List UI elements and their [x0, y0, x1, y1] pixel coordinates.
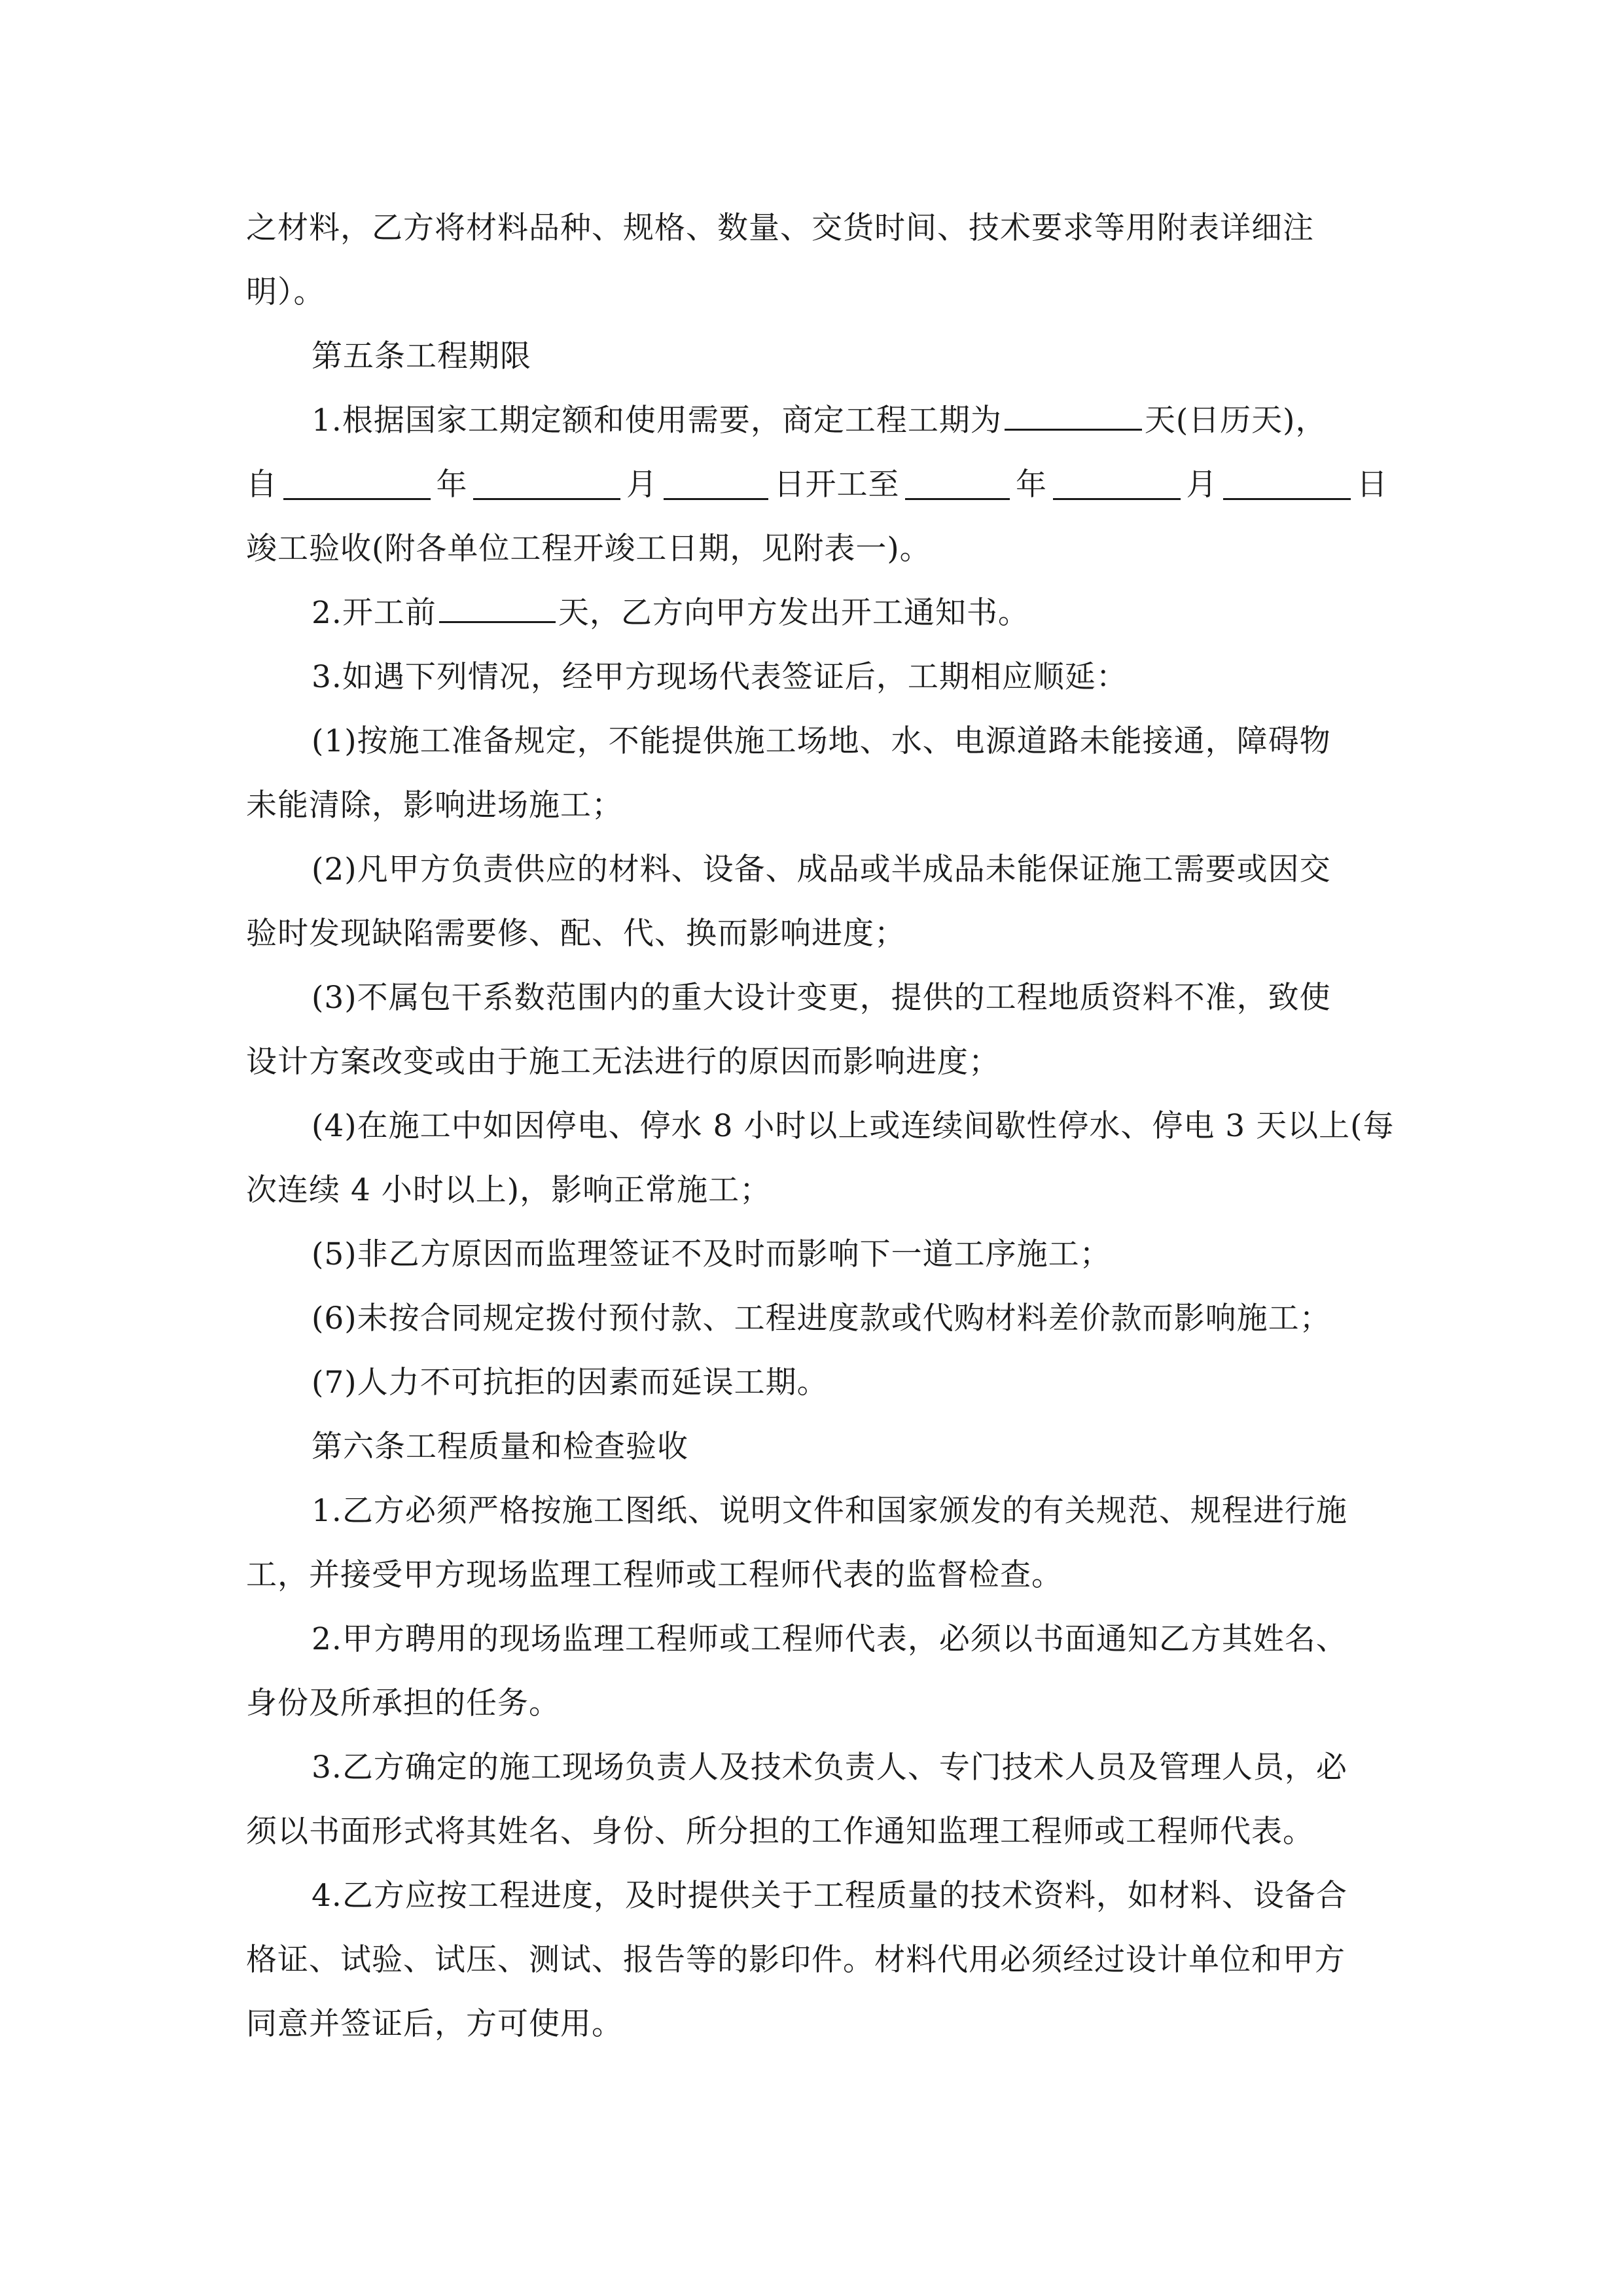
- paragraph-line: 之材料，乙方将材料品种、规格、数量、交货时间、技术要求等用附表详细注: [246, 210, 1314, 246]
- article-6-heading: 第六条工程质量和检查验收: [312, 1429, 688, 1465]
- date-text: 日开工至: [774, 467, 900, 503]
- paragraph-line: 须以书面形式将其姓名、身份、所分担的工作通知监理工程师或工程师代表。: [246, 1814, 1314, 1850]
- paragraph-line: (6)未按合同规定拨付预付款、工程进度款或代购材料差价款而影响施工；: [312, 1300, 1331, 1336]
- end-day-blank: [1223, 470, 1351, 499]
- paragraph-line: 身份及所承担的任务。: [246, 1685, 560, 1721]
- duration-days-blank: [1005, 401, 1142, 431]
- clause-text: 天，乙方向甲方发出开工通知书。: [558, 595, 1029, 631]
- paragraph-line: 4.乙方应按工程进度，及时提供关于工程质量的技术资料，如材料、设备合: [312, 1878, 1347, 1914]
- paragraph-line: (4)在施工中如因停电、停水 8 小时以上或连续间歇性停水、停电 3 天以上(每: [312, 1108, 1395, 1144]
- start-day-blank: [664, 470, 768, 499]
- date-text: 年: [436, 467, 468, 503]
- paragraph-line: 同意并签证后，方可使用。: [246, 2006, 623, 2042]
- start-month-blank: [473, 470, 620, 499]
- paragraph-line: 2.甲方聘用的现场监理工程师或工程师代表，必须以书面通知乙方其姓名、: [312, 1621, 1347, 1657]
- end-month-blank: [1053, 470, 1181, 499]
- paragraph-line: (1)按施工准备规定，不能提供施工场地、水、电源道路未能接通，障碍物: [312, 723, 1331, 759]
- paragraph-line: 设计方案改变或由于施工无法进行的原因而影响进度；: [246, 1044, 1000, 1080]
- date-text: 月: [626, 467, 658, 503]
- paragraph-line: (5)非乙方原因而监理签证不及时而影响下一道工序施工；: [312, 1236, 1111, 1272]
- clause-5-2-line: [246, 581, 1388, 645]
- paragraph-line: (7)人力不可抗拒的因素而延误工期。: [312, 1365, 829, 1401]
- article-5-heading: 第五条工程期限: [312, 338, 531, 374]
- paragraph-line: 验时发现缺陷需要修、配、代、换而影响进度；: [246, 916, 906, 952]
- paragraph-line: 1.乙方必须严格按施工图纸、说明文件和国家颁发的有关规范、规程进行施: [312, 1493, 1347, 1529]
- notice-days-blank: [439, 594, 556, 623]
- end-year-blank: [905, 470, 1010, 499]
- contract-body: [246, 196, 1395, 2056]
- paragraph-line: 工，并接受甲方现场监理工程师或工程师代表的监督检查。: [246, 1557, 1063, 1593]
- paragraph-line: 3.乙方确定的施工现场负责人及技术负责人、专门技术人员及管理人员，必: [312, 1749, 1347, 1785]
- clause-text: 2.开工前: [312, 595, 437, 631]
- date-text: 月: [1186, 467, 1218, 503]
- paragraph-line: 3.如遇下列情况，经甲方现场代表签证后，工期相应顺延：: [312, 659, 1128, 695]
- paragraph-line: 格证、试验、试压、测试、报告等的影印件。材料代用必须经过设计单位和甲方: [246, 1942, 1346, 1978]
- paragraph-line: 竣工验收(附各单位工程开竣工日期，见附表一)。: [246, 531, 931, 567]
- paragraph-line: 次连续 4 小时以上)，影响正常施工；: [246, 1172, 772, 1208]
- clause-5-1-line: [246, 389, 1388, 453]
- clause-text: 天(日历天)，: [1144, 403, 1327, 439]
- start-year-blank: [283, 470, 431, 499]
- date-text: 年: [1016, 467, 1047, 503]
- date-text: 自: [246, 467, 277, 503]
- date-range-line: [246, 453, 1388, 517]
- paragraph-line: 未能清除，影响进场施工；: [246, 787, 623, 823]
- paragraph-line: (2)凡甲方负责供应的材料、设备、成品或半成品未能保证施工需要或因交: [312, 852, 1331, 888]
- paragraph-line: 明）。: [246, 274, 325, 310]
- paragraph-line: (3)不属包干系数范围内的重大设计变更，提供的工程地质资料不准，致使: [312, 980, 1331, 1016]
- clause-text: 1.根据国家工期定额和使用需要，商定工程工期为: [312, 403, 1002, 439]
- date-text: 日: [1357, 467, 1388, 503]
